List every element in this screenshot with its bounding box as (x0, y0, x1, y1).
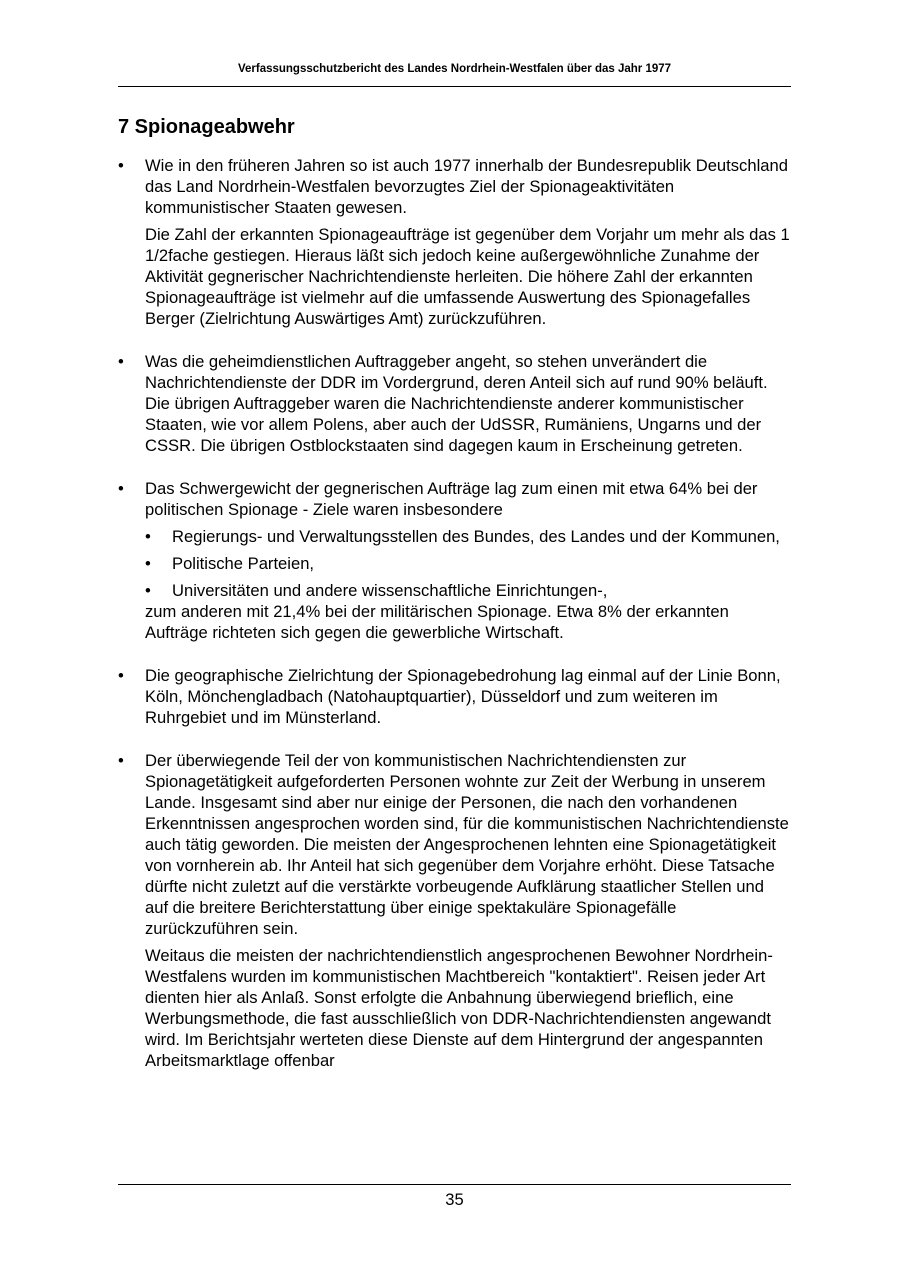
paragraph: Was die geheimdienstlichen Auftraggeber angeht, so stehen unverändert die Nachrichtendienste der DDR im Vordergrund, deren Anteil sich auf rund 90% beläuft. Die übrigen Auftraggeber waren die Nachrichtendienste anderer kommunistischer Staaten, wie vor allem Polens, aber auch der UdSSR, Rumäniens, Ungarns und der CSSR. Die übrigen Ostblockstaaten sind dagegen kaum in Erscheinung getreten. (145, 352, 768, 455)
header-rule (118, 86, 791, 87)
section-title: 7 Spionageabwehr (118, 116, 295, 138)
paragraph: Weitaus die meisten der nachrichtendienstlich angesprochenen Bewohner Nordrhein-Westfalens wurden im kommunistischen Machtbereich "kontaktiert". Reisen jeder Art dienten hier als Anlaß. Sonst erfolgte die Anbahnung überwiegend brieflich, eine Werbungsmethode, die fast ausschließlich von DDR-Nachrichtendiensten angewandt wird. Im Berichtsjahr werteten diese Dienste auf dem Hintergrund der angespannten Arbeitsmarktlage offenbar (145, 946, 773, 1070)
paragraph: Die Zahl der erkannten Spionageaufträge ist gegenüber dem Vorjahr um mehr als das 1 1/2fache gestiegen. Hieraus läßt sich jedoch keine außergewöhnliche Zunahme der Aktivität gegnerischer Nachrichtendienste herleiten. Die höhere Zahl der erkannten Spionageaufträge ist vielmehr auf die umfassende Auswertung des Spionagefalles Berger (Zielrichtung Auswärtiges Amt) zurückzuführen. (145, 225, 790, 328)
sub-bullet-text: Regierungs- und Verwaltungsstellen des Bundes, des Landes und der Kommunen, (172, 527, 780, 546)
bullet-item (118, 750, 791, 1071)
sub-bullet-text: Politische Parteien, (172, 554, 315, 573)
bullet-item (118, 665, 791, 728)
bullet-icon: • (145, 554, 151, 573)
page-number: 35 (445, 1190, 464, 1209)
spacer (118, 456, 791, 478)
sub-bullet-item (145, 526, 791, 547)
spacer (118, 329, 791, 351)
sub-bullet-item (145, 580, 791, 601)
spacer (118, 643, 791, 665)
paragraph: Wie in den früheren Jahren so ist auch 1977 innerhalb der Bundesrepublik Deutschland das Land Nordrhein-Westfalen bevorzugtes Ziel der Spionageaktivitäten kommunistischer Staaten gewesen. (145, 156, 788, 217)
bullet-icon: • (118, 352, 124, 371)
bullet-item (118, 351, 791, 456)
paragraph: zum anderen mit 21,4% bei der militärischen Spionage. Etwa 8% der erkannten Aufträge richteten sich gegen die gewerbliche Wirtschaft. (145, 602, 729, 642)
spacer (118, 728, 791, 750)
bullet-icon: • (118, 479, 124, 498)
paragraph: Die geographische Zielrichtung der Spionagebedrohung lag einmal auf der Linie Bonn, Köln, Mönchengladbach (Natohauptquartier), Düsseldorf und zum weiteren im Ruhrgebiet und im Münsterland. (145, 666, 781, 727)
bullet-icon: • (118, 666, 124, 685)
sub-bullet-item (145, 553, 791, 574)
bullet-icon: • (118, 156, 124, 175)
paragraph: Das Schwergewicht der gegnerischen Aufträge lag zum einen mit etwa 64% bei der politischen Spionage - Ziele waren insbesondere (145, 479, 758, 519)
footer-rule (118, 1184, 791, 1185)
bullet-icon: • (145, 581, 151, 600)
document-body (118, 155, 791, 1071)
sub-bullet-text: Universitäten und andere wissenschaftliche Einrichtungen-, (172, 581, 608, 600)
bullet-item (118, 155, 791, 329)
bullet-icon: • (145, 527, 151, 546)
bullet-icon: • (118, 751, 124, 770)
running-header: Verfassungsschutzbericht des Landes Nordrhein-Westfalen über das Jahr 1977 (237, 63, 672, 75)
bullet-item (118, 478, 791, 643)
paragraph: Der überwiegende Teil der von kommunistischen Nachrichtendiensten zur Spionagetätigkeit aufgeforderten Personen wohnte zur Zeit der Werbung in unserem Lande. Insgesamt sind aber nur einige der Personen, die nach den vorhandenen Erkenntnissen angesprochen worden sind, für die kommunistischen Nachrichtendienste auch tätig geworden. Die meisten der Angesprochenen lehnten eine Spionagetätigkeit von vornherein ab. Ihr Anteil hat sich gegenüber dem Vorjahre erhöht. Diese Tatsache dürfte nicht zuletzt auf die verstärkte vorbeugende Aufklärung staatlicher Stellen und auf die breitere Berichterstattung über einige spektakuläre Spionagefälle zurückzuführen sein. (145, 751, 789, 938)
